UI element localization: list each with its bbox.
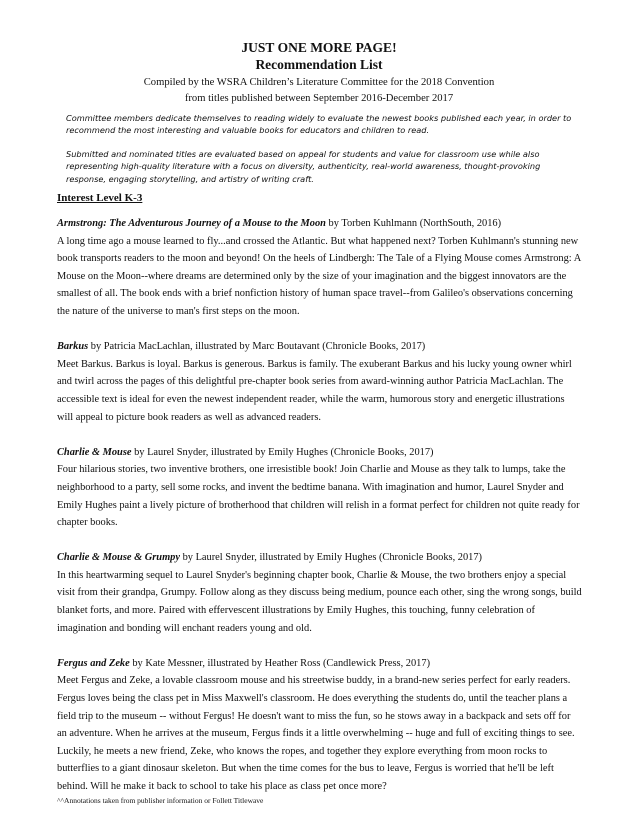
page-title: JUST ONE MORE PAGE! — [241, 40, 397, 55]
book-entry — [57, 338, 582, 426]
committee-paragraph-2: Submitted and nominated titles are evaluated based on appeal for students and value for classroom use while also representing high-quality literature with a focus on diversity, authenticity, real-world awareness, thought-provoking response, engaging storytelling, and artistry of writing craft. — [66, 148, 541, 184]
book-title: Barkus — [57, 341, 89, 353]
footer-note: ^^Annotations taken from publisher information or Follett Titlewave — [57, 796, 264, 805]
book-title: Charlie & Mouse — [57, 446, 132, 458]
book-entry — [57, 444, 582, 532]
book-entry — [57, 215, 582, 321]
book-title: Charlie & Mouse & Grumpy — [57, 552, 180, 564]
book-description: In this heartwarming sequel to Laurel Snyder's beginning chapter book, Charlie & Mouse, the two brothers enjoy a special visit from their grandpa, Grumpy. Follow along as they discuss being medium, pounce each other, sing the wrong songs, build blanket forts, and more. Paired with effervescent illustrations by Emily Hughes, this touching, funny celebration of imagination and bonding will enchant readers young and old. — [57, 569, 582, 634]
book-title: Armstrong: The Adventurous Journey of a Mouse to the Moon — [57, 218, 326, 229]
book-description: Four hilarious stories, two inventive brothers, one irresistible book! Join Charlie and Mouse as they talk to lumps, take the neighborhood to a party, sell some rocks, and invent the bedtime banana. With imagination and humor, Laurel Snyder and Emily Hughes paint a lively picture of brotherhood that children will relish in a format perfect for children not quite ready for chapter books. — [57, 464, 580, 529]
book-description: Meet Barkus. Barkus is loyal. Barkus is generous. Barkus is family. The exuberant Barkus and his lucky young owner whirl and twirl across the pages of this delightful pre-chapter book series from award-winning author Patricia MacLachlan. The accessible text is ideal for even the newest independent reader, while the warm, humorous story and energetic illustrations will appeal to picture book readers as well as advanced readers. — [57, 358, 572, 423]
committee-statement — [66, 112, 578, 185]
section-heading: Interest Level K-3 — [57, 192, 143, 204]
book-byline: by Patricia MacLachlan, illustrated by Marc Boutavant (Chronicle Books, 2017) — [88, 341, 426, 353]
compiled-line-2: from titles published between September 2016-December 2017 — [184, 93, 454, 104]
book-byline: by Laurel Snyder, illustrated by Emily Hughes (Chronicle Books, 2017) — [131, 446, 434, 458]
compiled-by — [0, 75, 638, 107]
book-entry — [57, 549, 582, 637]
committee-paragraph-1: Committee members dedicate themselves to reading widely to evaluate the newest books published each year, in order to recommend the most interesting and valuable books for educators and children to read. — [66, 113, 572, 136]
book-description: Meet Fergus and Zeke, a lovable classroom mouse and his streetwise buddy, in a brand-new series perfect for early readers. Fergus loves being the class pet in Miss Maxwell's classroom. He does everything the students do, until the teacher plans a field trip to the museum -- without Fergus! He doesn't want to miss the fun, so he stows away in a backpack and sets off for an adventure. When he arrives at the museum, Fergus finds it a little overwhelming -- huge and full of exciting things to see. Luckily, he meets a new friend, Zeke, who knows the ropes, and together they explore everything from moon rocks to butterflies to a giant dinosaur skeleton. But when the time comes for the bus to leave, Fergus is worried that he'll be left behind. Will he make it back to school to take his place as class pet once more? — [57, 675, 575, 792]
book-byline: by Kate Messner, illustrated by Heather Ross (Candlewick Press, 2017) — [129, 657, 431, 669]
compiled-line-1: Compiled by the WSRA Children’s Literature Committee for the 2018 Convention — [143, 77, 495, 88]
book-list — [57, 215, 582, 813]
book-description: A long time ago a mouse learned to fly...and crossed the Atlantic. But what happened next? Torben Kuhlmann's stunning new book transports readers to the moon and beyond! On the heels of Lindbergh: The Tale of a Flying Mouse comes Armstrong: A Mouse on the Moon--where dreams are determined only by the size of your imagination and the biggest innovators are the smallest of all. The book ends with a brief nonfiction history of human space travel--from Galileo's observations concerning the nature of the universe to man's first steps on the moon. — [57, 235, 581, 317]
book-title: Fergus and Zeke — [57, 657, 130, 669]
book-entry — [57, 655, 582, 796]
book-byline: by Laurel Snyder, illustrated by Emily Hughes (Chronicle Books, 2017) — [179, 552, 483, 564]
book-byline: by Torben Kuhlmann (NorthSouth, 2016) — [325, 218, 502, 229]
page-subtitle: Recommendation List — [255, 57, 383, 72]
